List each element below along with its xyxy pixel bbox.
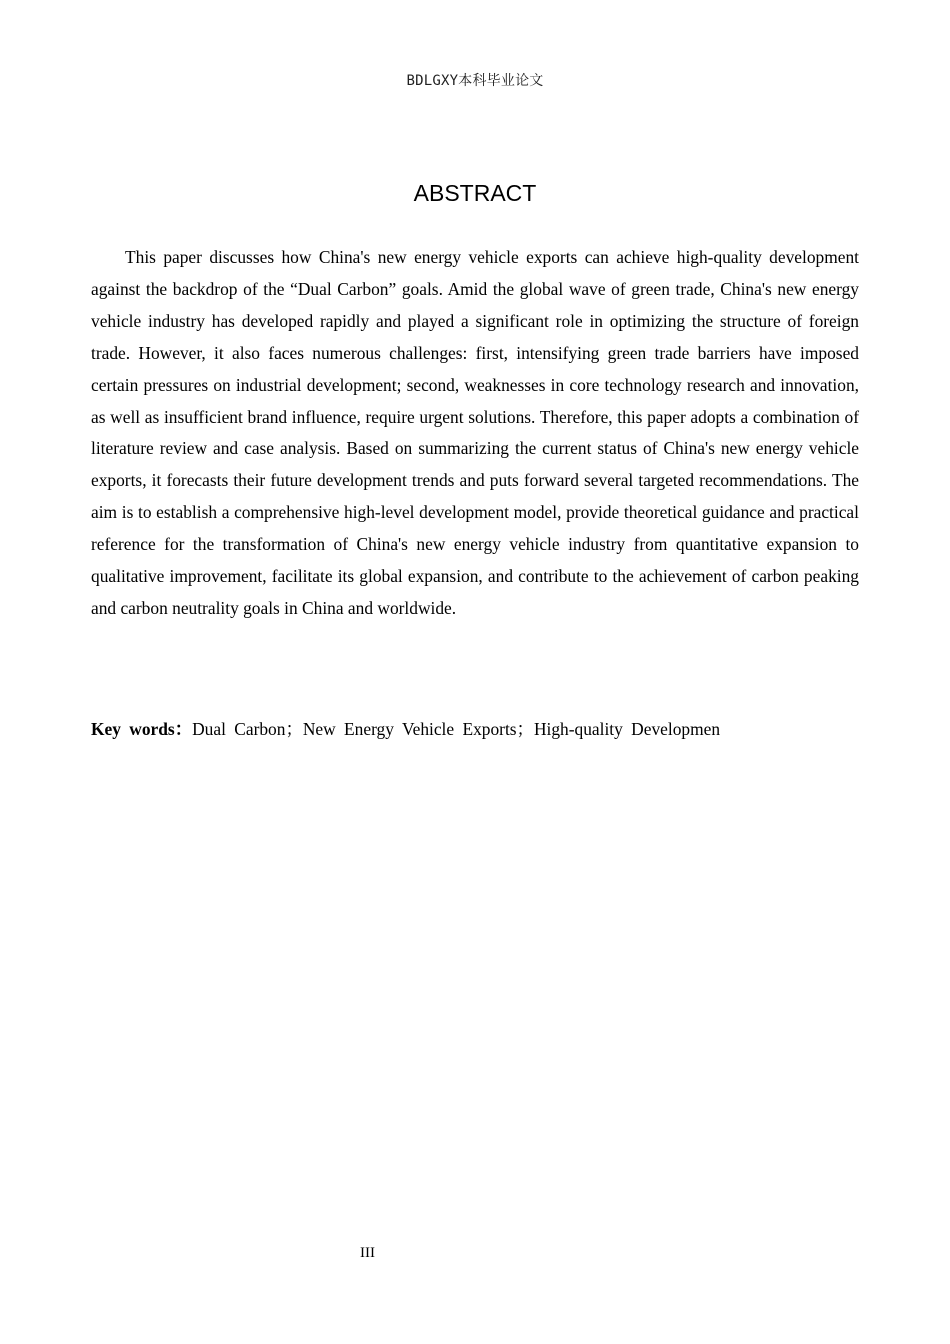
page-number: III bbox=[360, 1245, 375, 1261]
keywords-label: Key words： bbox=[91, 719, 193, 739]
keyword-item: High-quality Developmen bbox=[533, 719, 721, 739]
abstract-title: ABSTRACT bbox=[413, 180, 537, 206]
keywords-line bbox=[91, 714, 871, 745]
keyword-item: Dual Carbon； bbox=[192, 719, 303, 739]
abstract-paragraph: This paper discusses how China's new energy vehicle exports can achieve high-quality development against the backdrop of the “Dual Carbon” goals. Amid the global wave of green trade, China's new energy vehicle industry has developed rapidly and played a significant role in optimizing the structure of foreign trade. However, it also faces numerous challenges: first, intensifying green trade barriers have imposed certain pressures on industrial development; second, weaknesses in core technology research and innovation, as well as insufficient brand influence, require urgent solutions. Therefore, this paper adopts a combination of literature review and case analysis. Based on summarizing the current status of China's new energy vehicle exports, it forecasts their future development trends and puts forward several targeted recommendations. The aim is to establish a comprehensive high-level development model, provide theoretical guidance and practical reference for the transformation of China's new energy vehicle industry from quantitative expansion to qualitative improvement, facilitate its global expansion, and contribute to the achievement of carbon peaking and carbon neutrality goals in China and worldwide. bbox=[91, 247, 859, 618]
keyword-item: New Energy Vehicle Exports； bbox=[302, 719, 534, 739]
running-header: BDLGXY本科毕业论文 bbox=[406, 73, 544, 89]
